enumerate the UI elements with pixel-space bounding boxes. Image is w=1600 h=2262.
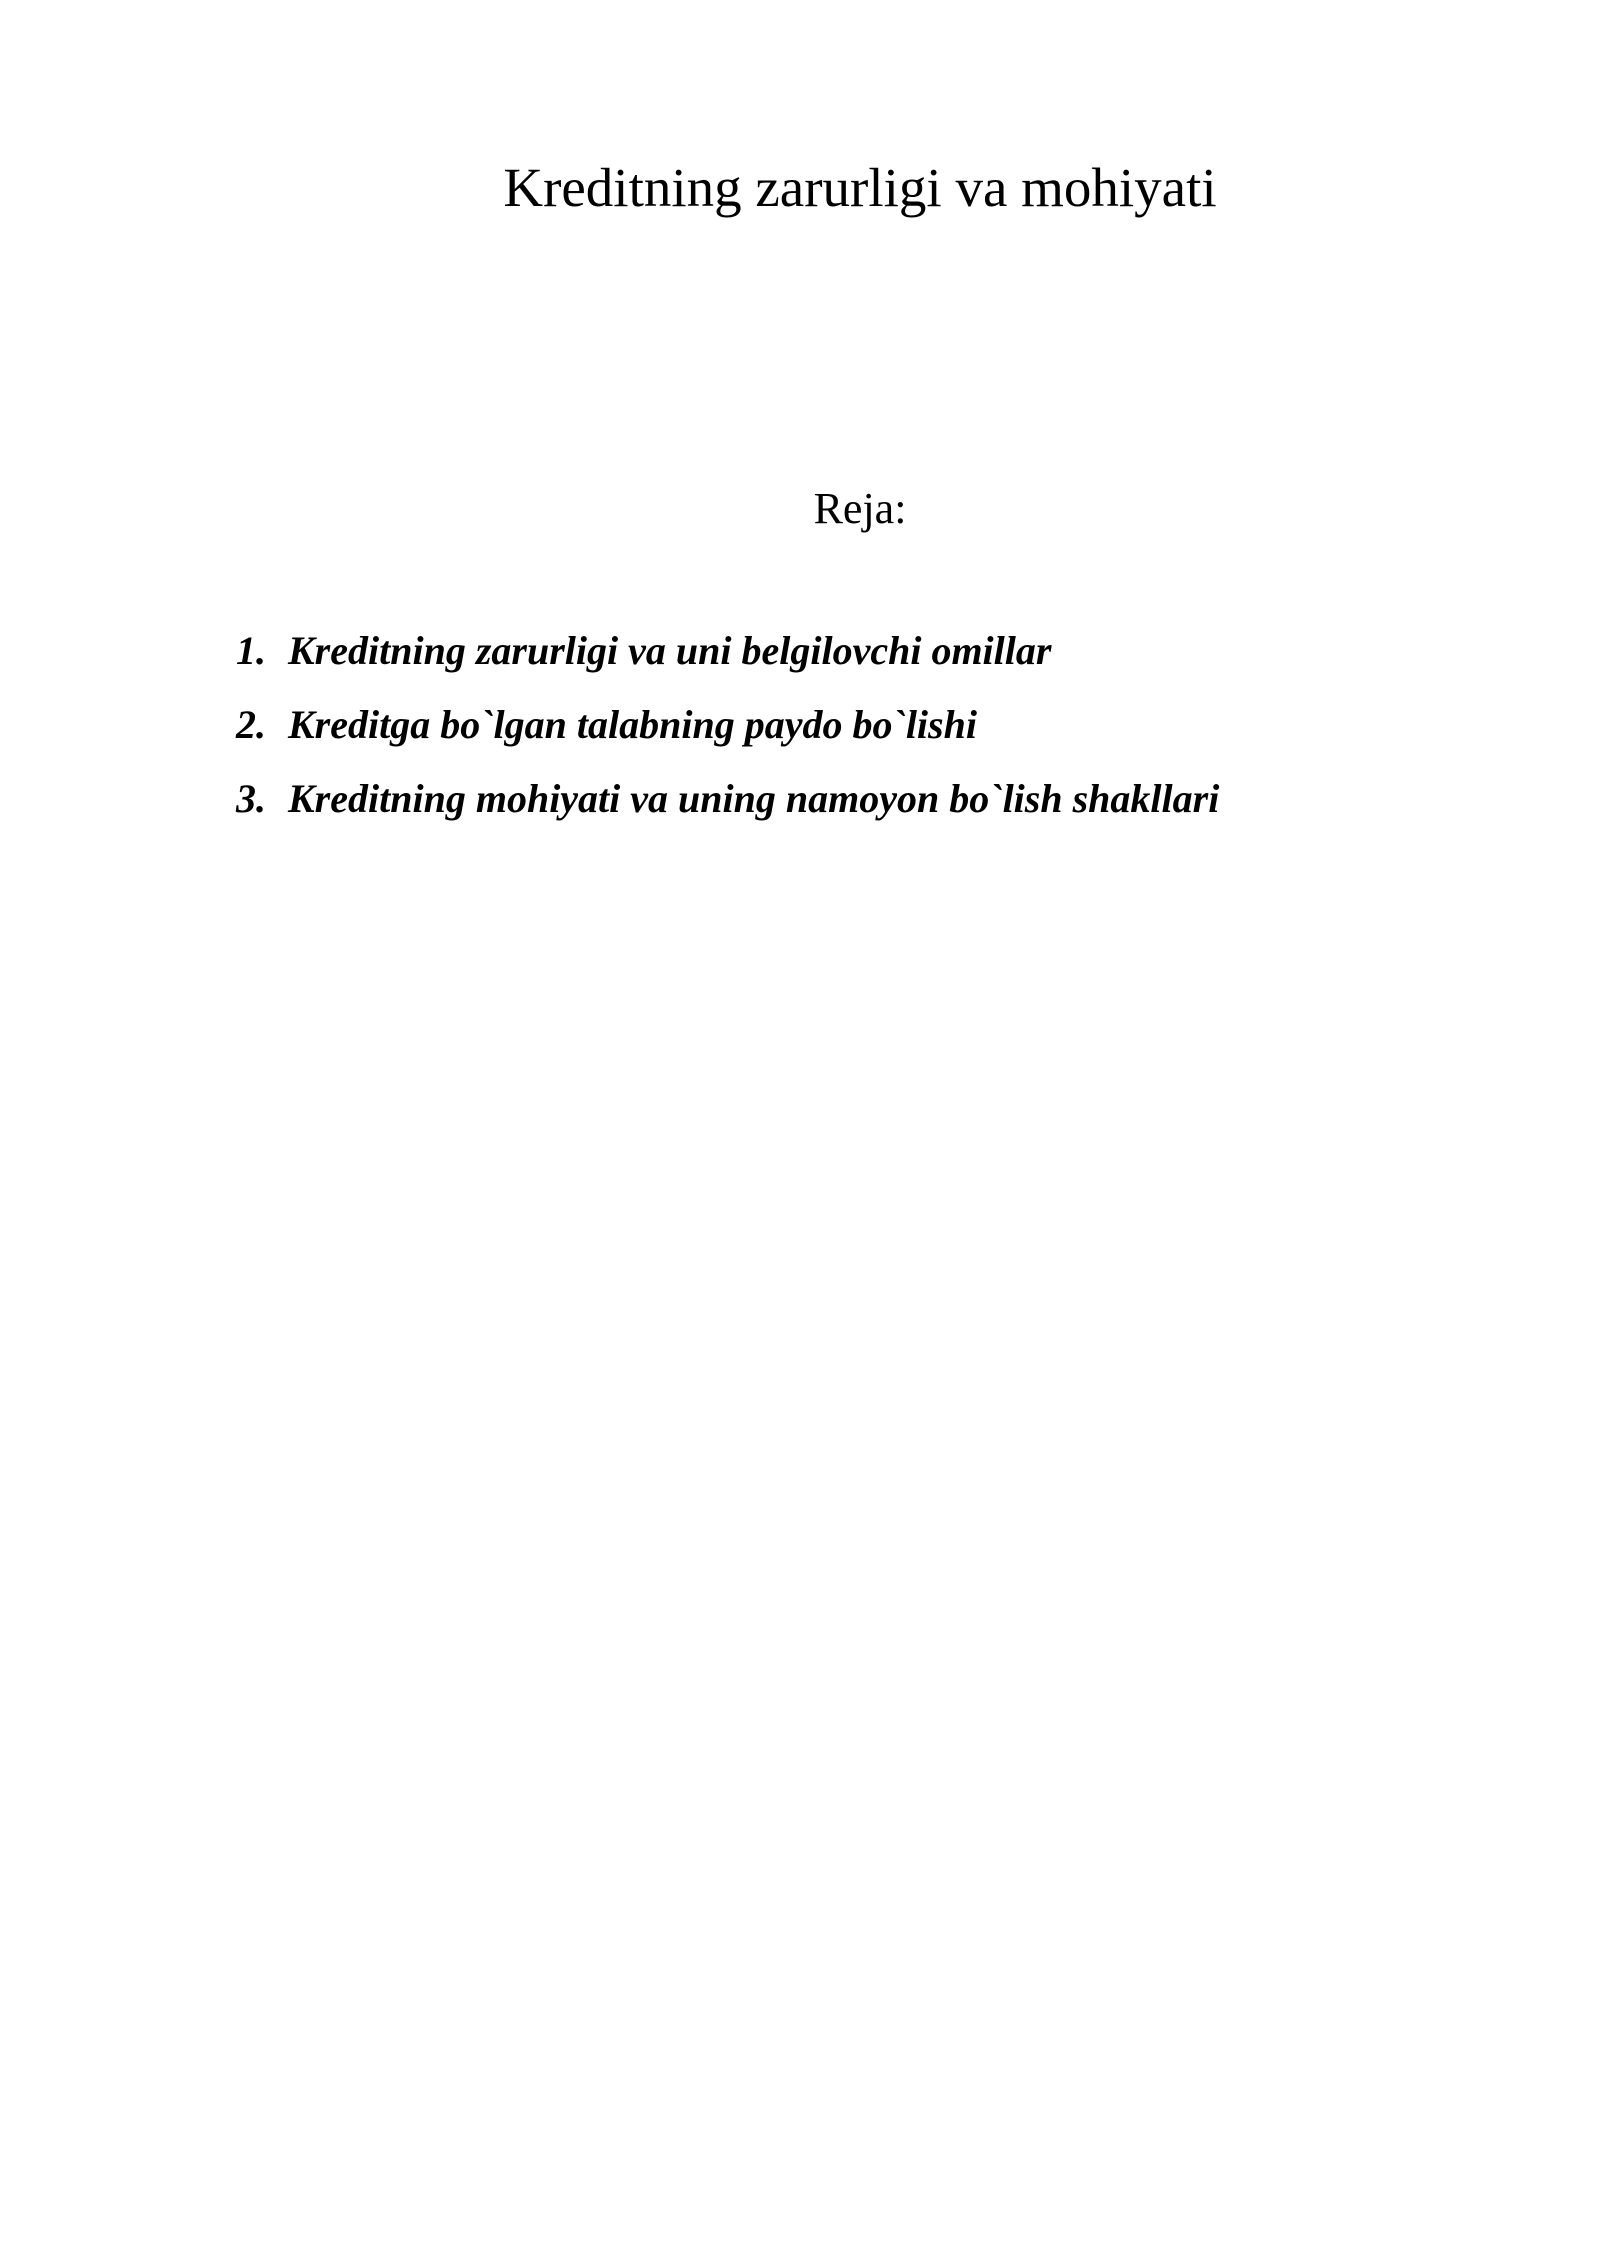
plan-item-text: Kreditning zarurligi va uni belgilovchi omillar: [288, 628, 1052, 673]
plan-list: [236, 626, 1219, 848]
plan-heading: Reja:: [813, 484, 907, 533]
plan-item-text: Kreditning mohiyati va uning namoyon bo`lish shakllari: [288, 776, 1220, 821]
plan-item-number: 3.: [236, 776, 266, 821]
plan-item-text: Kreditga bo`lgan talabning paydo bo`lishi: [288, 702, 977, 747]
plan-item: [236, 700, 1219, 750]
plan-item: [236, 626, 1219, 676]
plan-item: [236, 774, 1219, 824]
plan-item-number: 1.: [236, 628, 266, 673]
document-title: Kreditning zarurligi va mohiyati: [503, 157, 1217, 218]
plan-item-number: 2.: [236, 702, 266, 747]
